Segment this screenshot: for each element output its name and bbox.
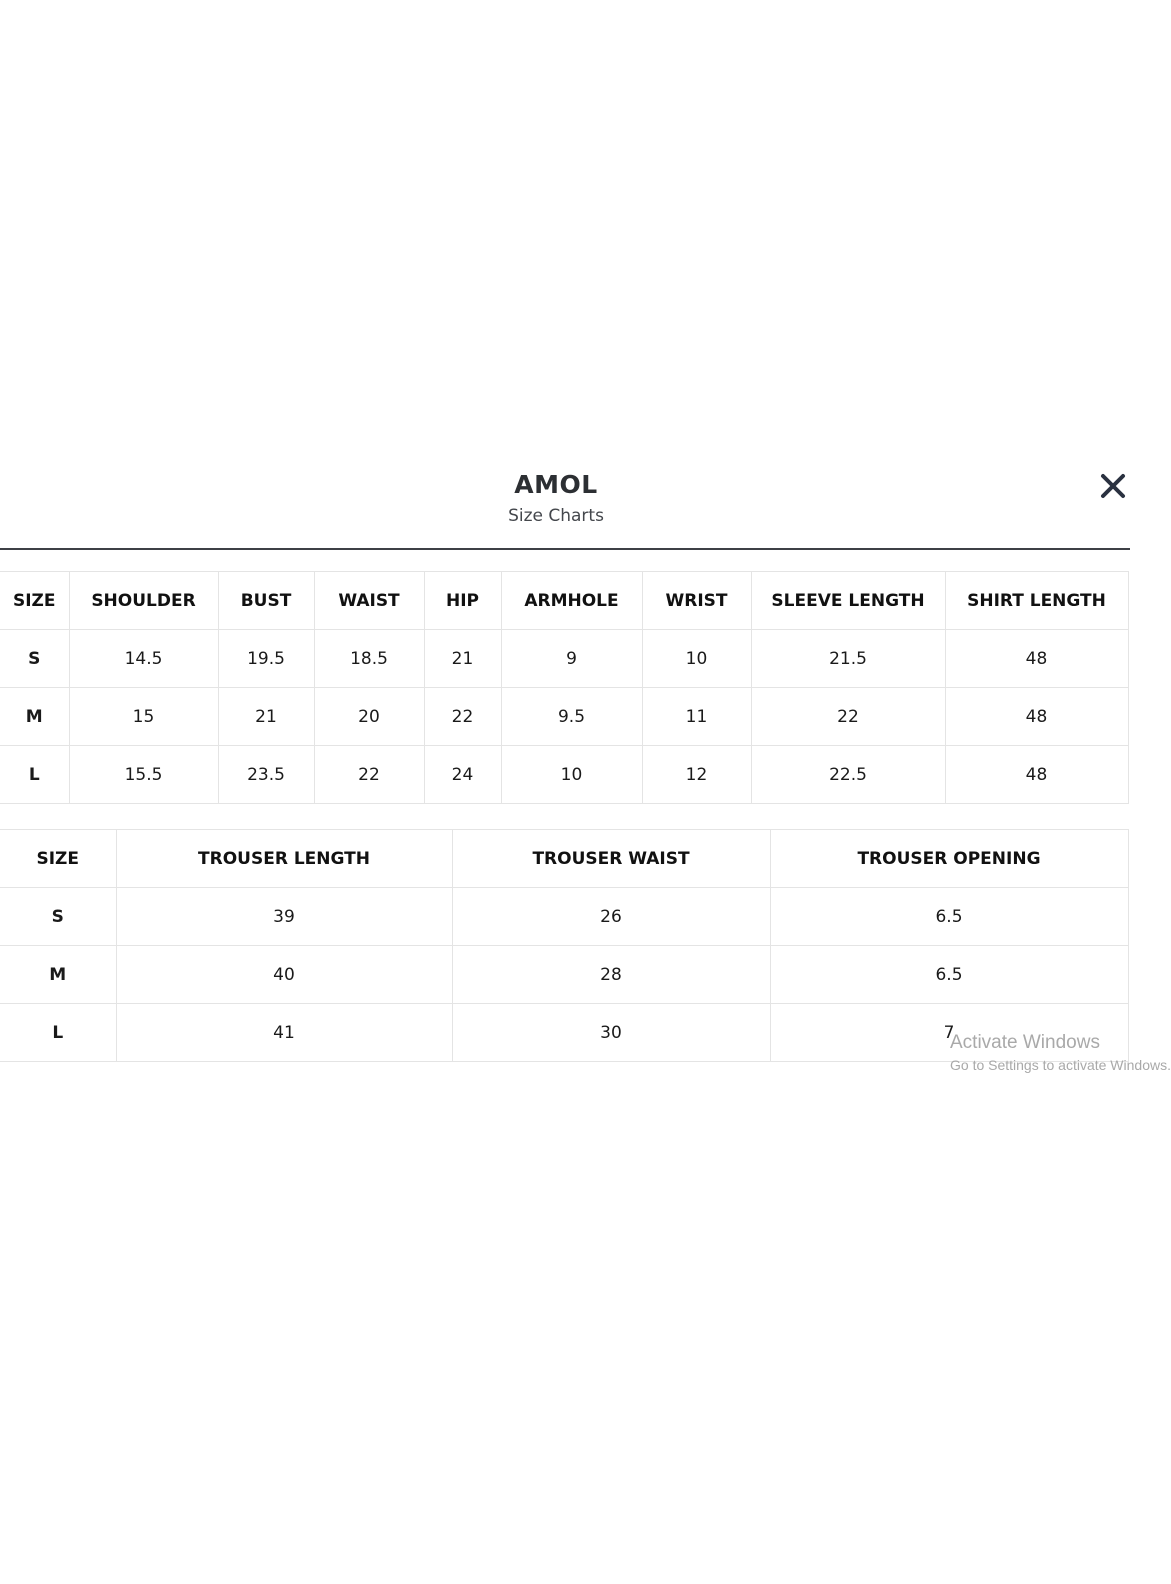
table-row xyxy=(0,946,1128,1004)
table-cell: 26 xyxy=(452,888,770,946)
column-header: TROUSER OPENING xyxy=(770,830,1128,888)
table-cell: 48 xyxy=(945,630,1128,688)
table-header-row xyxy=(0,572,1128,630)
table-cell: 14.5 xyxy=(69,630,218,688)
page-title: AMOL xyxy=(514,470,598,499)
table-cell: 15.5 xyxy=(69,746,218,804)
table-cell: 12 xyxy=(642,746,751,804)
table-cell: 21 xyxy=(424,630,501,688)
page-subtitle: Size Charts xyxy=(508,506,604,526)
column-header: BUST xyxy=(218,572,314,630)
table-row xyxy=(0,888,1128,946)
table-cell: 20 xyxy=(314,688,424,746)
table-cell: 28 xyxy=(452,946,770,1004)
size-cell: M xyxy=(0,946,116,1004)
table-cell: 18.5 xyxy=(314,630,424,688)
column-header: SLEEVE LENGTH xyxy=(751,572,945,630)
close-button[interactable] xyxy=(1098,470,1128,500)
table-cell: 6.5 xyxy=(770,888,1128,946)
table-cell: 9.5 xyxy=(501,688,642,746)
table-cell: 9 xyxy=(501,630,642,688)
column-header: SIZE xyxy=(0,572,69,630)
table-row xyxy=(0,746,1128,804)
watermark-subtitle: Go to Settings to activate Windows. xyxy=(950,1057,1171,1073)
table-cell: 48 xyxy=(945,746,1128,804)
size-cell: M xyxy=(0,688,69,746)
table-cell: 39 xyxy=(116,888,452,946)
table-cell: 30 xyxy=(452,1004,770,1062)
activation-watermark xyxy=(950,1032,1171,1073)
table-cell: 21 xyxy=(218,688,314,746)
table-cell: 22.5 xyxy=(751,746,945,804)
watermark-title: Activate Windows xyxy=(950,1032,1100,1053)
close-icon xyxy=(1098,470,1128,500)
table-cell: 22 xyxy=(424,688,501,746)
table-row xyxy=(0,630,1128,688)
table-cell: 10 xyxy=(501,746,642,804)
table-cell: 11 xyxy=(642,688,751,746)
size-cell: S xyxy=(0,630,69,688)
table-cell: 15 xyxy=(69,688,218,746)
table-header-row xyxy=(0,830,1128,888)
size-cell: S xyxy=(0,888,116,946)
table-cell: 48 xyxy=(945,688,1128,746)
size-cell: L xyxy=(0,1004,116,1062)
column-header: HIP xyxy=(424,572,501,630)
column-header: SIZE xyxy=(0,830,116,888)
column-header: SHOULDER xyxy=(69,572,218,630)
column-header: WAIST xyxy=(314,572,424,630)
table-cell: 24 xyxy=(424,746,501,804)
shirt-size-table xyxy=(0,571,1129,804)
modal-header xyxy=(0,462,1130,550)
table-cell: 7 xyxy=(770,1004,1128,1062)
table-cell: 22 xyxy=(314,746,424,804)
size-cell: L xyxy=(0,746,69,804)
column-header: TROUSER LENGTH xyxy=(116,830,452,888)
column-header: SHIRT LENGTH xyxy=(945,572,1128,630)
trouser-size-table xyxy=(0,829,1129,1062)
column-header: TROUSER WAIST xyxy=(452,830,770,888)
table-cell: 22 xyxy=(751,688,945,746)
table-cell: 23.5 xyxy=(218,746,314,804)
column-header: WRIST xyxy=(642,572,751,630)
table-row xyxy=(0,688,1128,746)
table-cell: 21.5 xyxy=(751,630,945,688)
table-cell: 40 xyxy=(116,946,452,1004)
table-cell: 41 xyxy=(116,1004,452,1062)
table-cell: 6.5 xyxy=(770,946,1128,1004)
table-cell: 19.5 xyxy=(218,630,314,688)
column-header: ARMHOLE xyxy=(501,572,642,630)
table-cell: 10 xyxy=(642,630,751,688)
